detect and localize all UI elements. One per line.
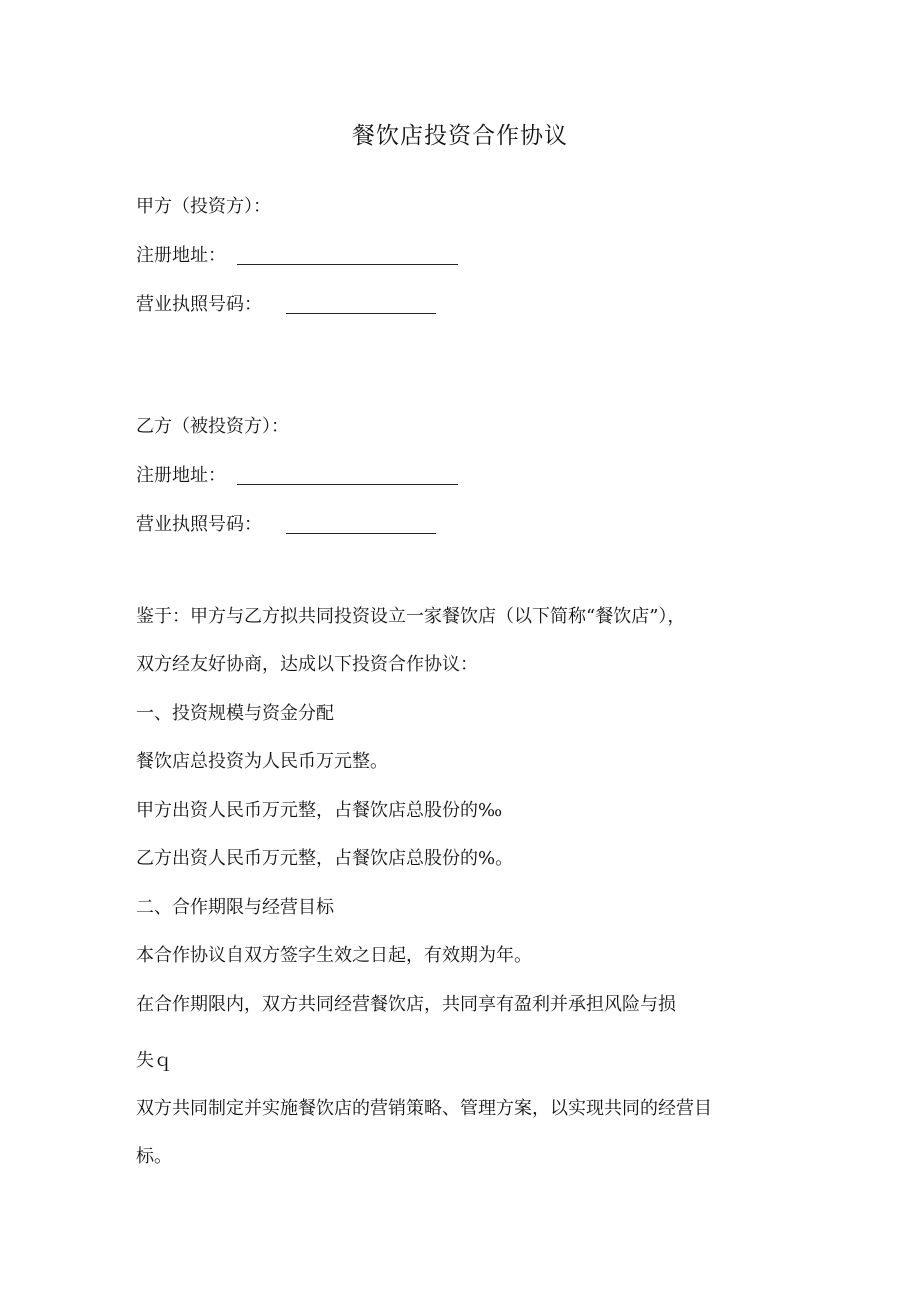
preamble-line: 双方经友好协商，达成以下投资合作协议： (136, 654, 478, 675)
preamble-line: 鉴于：甲方与乙方拟共同投资设立一家餐饮店（以下简称“餐饮店”）， (136, 606, 686, 627)
party-b-heading: 乙方（被投资方）： (136, 416, 289, 437)
section-1-item: 乙方出资人民币万元整，占餐饮店总股份的%。 (136, 848, 514, 869)
party-a-heading: 甲方（投资方）： (136, 196, 271, 217)
section-2-item: 在合作期限内，双方共同经营餐饮店，共同享有盈利并承担风险与损 (136, 994, 676, 1015)
party-b-license-field[interactable] (286, 533, 436, 534)
section-1-item: 餐饮店总投资为人民币万元整。 (136, 751, 388, 772)
party-b-address-label: 注册地址： (136, 465, 226, 486)
section-2-item: 本合作协议自双方签字生效之日起，有效期为年。 (136, 945, 532, 966)
section-2-heading: 二、合作期限与经营目标 (136, 897, 334, 918)
party-b-license-label: 营业执照号码： (136, 514, 262, 535)
document-title: 餐饮店投资合作协议 (352, 123, 568, 149)
section-2-item: 双方共同制定并实施餐饮店的营销策略、管理方案，以实现共同的经营目 (136, 1098, 712, 1119)
party-a-address-field[interactable] (237, 264, 458, 265)
party-a-license-field[interactable] (286, 313, 436, 314)
section-1-heading: 一、投资规模与资金分配 (136, 703, 334, 724)
party-a-address-label: 注册地址： (136, 245, 226, 266)
section-1-item: 甲方出资人民币万元整，占餐饮店总股份的‰ (136, 800, 503, 821)
party-b-address-field[interactable] (237, 484, 458, 485)
party-a-license-label: 营业执照号码： (136, 294, 262, 315)
section-2-item: 标。 (136, 1146, 172, 1167)
section-2-item: 失ｑ (136, 1050, 172, 1071)
